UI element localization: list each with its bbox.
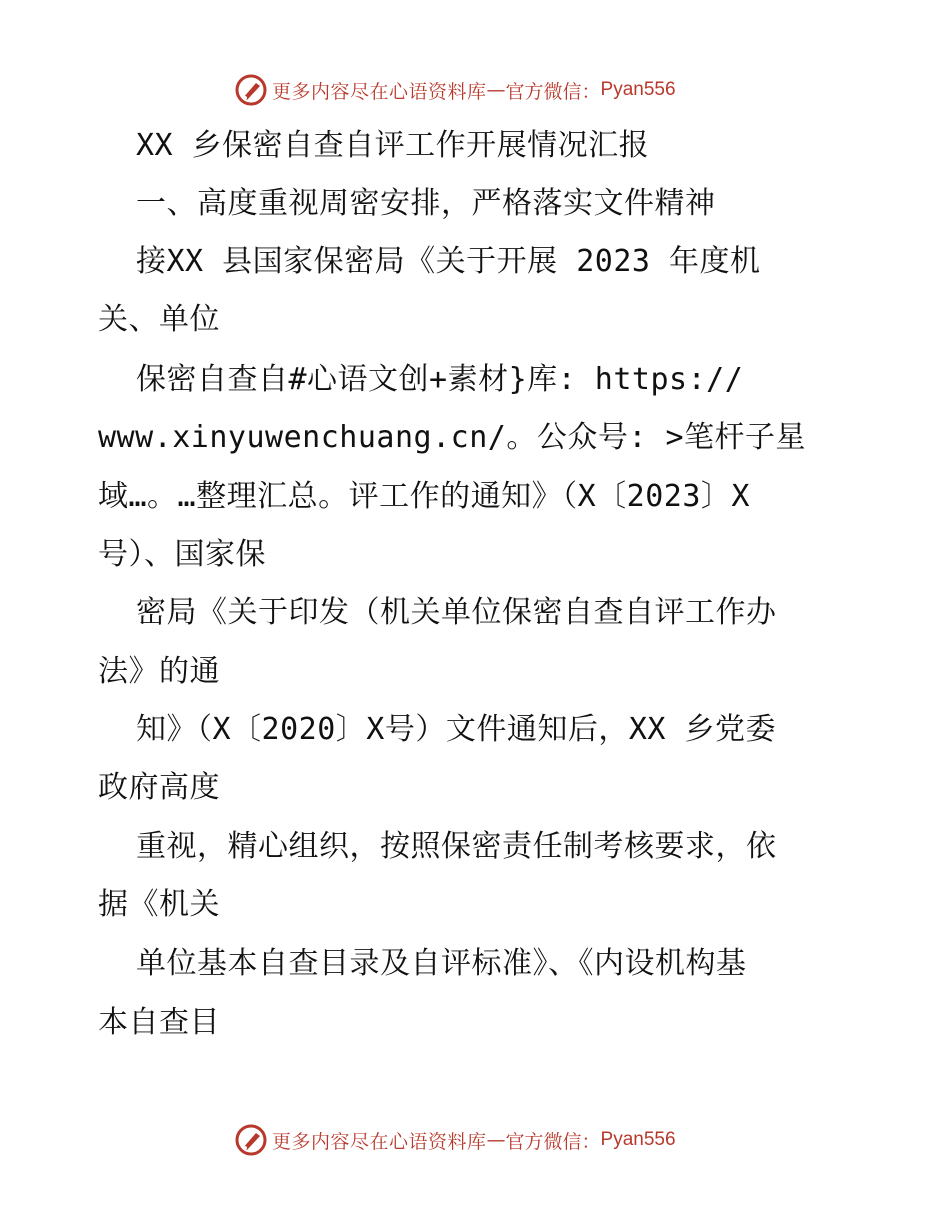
body-line: 域…。…整理汇总。评工作的通知》（X〔2023〕X <box>98 479 750 514</box>
banner-text: 更多内容尽在心语资料库 <box>272 80 487 103</box>
body-line: 重视，精心组织，按照保密责任制考核要求，依 <box>136 829 777 864</box>
banner-dash: — <box>486 1129 506 1151</box>
banner-wechat-label: 官方微信： <box>505 80 601 103</box>
body-line: 密局《关于印发（机关单位保密自查自评工作办 <box>136 595 777 630</box>
banner-wechat-id: Pyan556 <box>600 79 676 100</box>
doc-title: XX 乡保密自查自评工作开展情况汇报 <box>136 128 650 163</box>
banner-wechat-label: 官方微信： <box>505 1130 601 1153</box>
body-line: 保密自查自#心语文创+素材}库: https:// <box>136 362 744 397</box>
body-line: 本自查目 <box>98 1005 220 1040</box>
banner-dash: — <box>486 79 506 101</box>
body-line: 关、单位 <box>98 302 220 337</box>
pen-logo-icon <box>234 73 268 107</box>
body-line: 据《机关 <box>98 887 220 922</box>
footer-banner <box>234 1120 754 1160</box>
body-line: 政府高度 <box>98 770 220 805</box>
body-line: www.xinyuwenchuang.cn/。公众号: >笔杆子星 <box>98 420 807 455</box>
body-line: 接XX 县国家保密局《关于开展 2023 年度机 <box>136 244 761 279</box>
banner-text: 更多内容尽在心语资料库 <box>272 1130 487 1153</box>
body-line: 单位基本自查目录及自评标准》、《内设机构基 <box>136 946 747 981</box>
banner-wechat-id: Pyan556 <box>600 1129 676 1150</box>
body-line: 法》的通 <box>98 654 220 689</box>
section-heading: 一、高度重视周密安排，严格落实文件精神 <box>136 186 716 221</box>
pen-logo-icon <box>234 1123 268 1157</box>
body-line: 知》（X〔2020〕X号）文件通知后，XX 乡党委 <box>136 712 777 747</box>
header-banner <box>234 70 754 110</box>
body-line: 号）、国家保 <box>98 537 266 572</box>
